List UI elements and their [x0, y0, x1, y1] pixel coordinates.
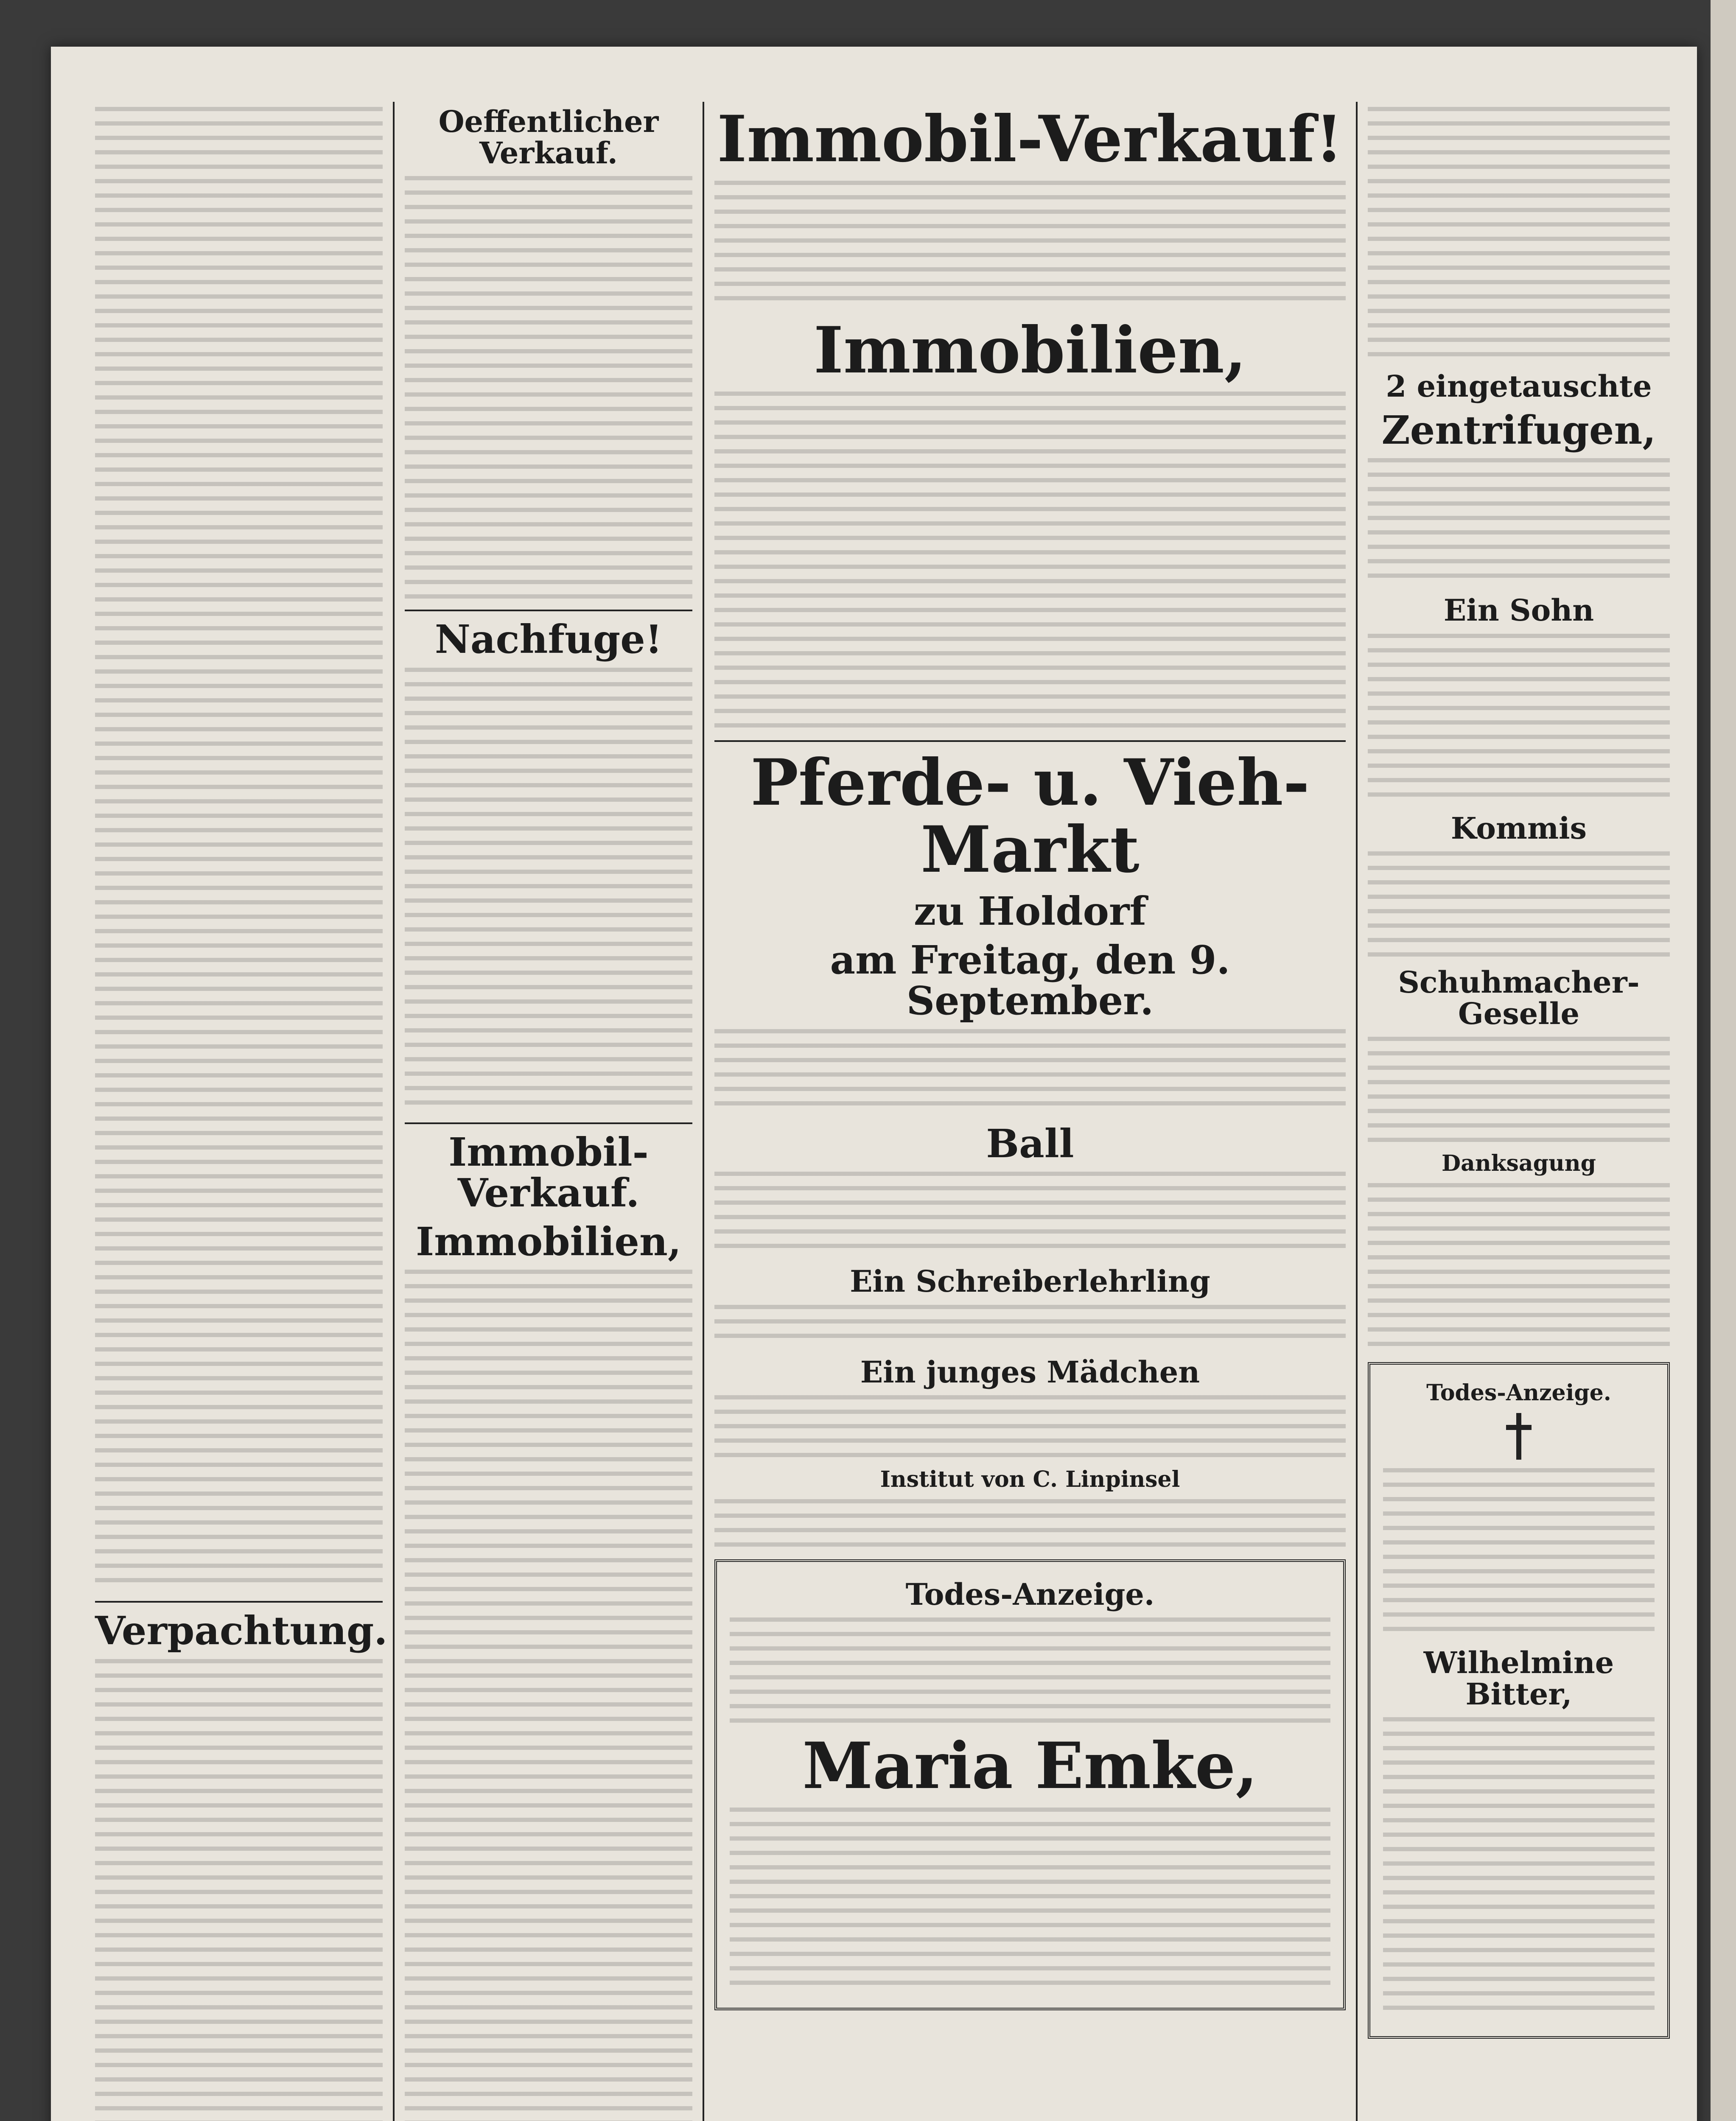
tender-notice	[95, 107, 383, 1592]
auction-intro	[714, 181, 1346, 308]
death-notice-box	[714, 1559, 1346, 2010]
death-notice-title: Todes-Anzeige.	[905, 1576, 1155, 1612]
clerk-notice	[1368, 851, 1670, 957]
death-notice-title-2: Todes-Anzeige.	[1426, 1379, 1611, 1406]
scan-edge	[1711, 0, 1736, 2121]
clerk-apprentice-heading: Ein Schreiberlehrling	[850, 1264, 1210, 1299]
son-notice	[1368, 634, 1670, 803]
column-3	[704, 102, 1358, 2121]
centrifuge-heading-1: 2 eingetauschte	[1386, 369, 1652, 404]
lease-notice	[95, 1659, 383, 2121]
horse-market-heading: Pferde- u. Vieh-Markt	[750, 745, 1310, 887]
centrifuge-heading-2: Zentrifugen,	[1381, 407, 1656, 453]
horse-market-place: zu Holdorf	[913, 888, 1147, 934]
followup-notice	[405, 668, 692, 1113]
institute-heading: Institut von C. Linpinsel	[880, 1466, 1180, 1493]
deceased-name: Maria Emke,	[802, 1729, 1258, 1804]
column-4	[1358, 102, 1680, 2121]
cross-icon	[1506, 1413, 1532, 1460]
clerk-apprentice-notice	[714, 1305, 1346, 1347]
death-notice-details	[730, 1808, 1330, 1986]
property-sale-heading: Immobil-Verkauf.	[448, 1129, 649, 1216]
death-notice-text	[730, 1617, 1330, 1724]
clerk-heading: Kommis	[1450, 810, 1587, 846]
column-1	[85, 102, 395, 2121]
public-sale-heading: Oeffentlicher Verkauf.	[438, 104, 659, 171]
young-girl-heading: Ein junges Mädchen	[860, 1354, 1200, 1390]
followup-heading: Nachfuge!	[434, 616, 663, 662]
newspaper-page	[51, 47, 1697, 2121]
ball-notice	[714, 1172, 1346, 1256]
young-girl-notice	[714, 1395, 1346, 1459]
property-sale-notice	[405, 1270, 692, 2121]
divider	[405, 610, 692, 611]
property-heading: Immobilien,	[416, 1218, 681, 1265]
shoemaker-heading: Schuhmacher-Geselle	[1398, 965, 1640, 1031]
horse-market-date: am Freitag, den 9. September.	[830, 937, 1230, 1024]
shoemaker-notice	[1368, 1037, 1670, 1143]
institute-notice	[714, 1499, 1346, 1550]
deceased-name-2: Wilhelmine Bitter,	[1423, 1645, 1614, 1712]
death-notice-details-2	[1383, 1717, 1655, 2014]
lease-heading: Verpachtung.	[95, 1608, 388, 1654]
death-notice-text-2	[1383, 1468, 1655, 1638]
column-2	[395, 102, 704, 2121]
divider	[714, 740, 1346, 742]
divider	[95, 1601, 383, 1603]
property-main-heading: Immobilien,	[813, 313, 1247, 388]
technical-supplies-notice	[1368, 107, 1670, 361]
centrifuge-notice	[1368, 458, 1670, 585]
thanks-heading: Danksagung	[1442, 1150, 1596, 1177]
son-heading: Ein Sohn	[1443, 593, 1594, 628]
parcel-list	[714, 392, 1346, 731]
public-sale-notice	[405, 176, 692, 600]
property-sale-main-heading: Immobil-Verkauf!	[717, 102, 1343, 176]
divider	[405, 1122, 692, 1124]
thanks-notice	[1368, 1183, 1670, 1353]
pigeon-shoot-notice	[714, 1029, 1346, 1114]
ball-heading: Ball	[986, 1120, 1074, 1167]
death-notice-box-2	[1368, 1362, 1670, 2039]
